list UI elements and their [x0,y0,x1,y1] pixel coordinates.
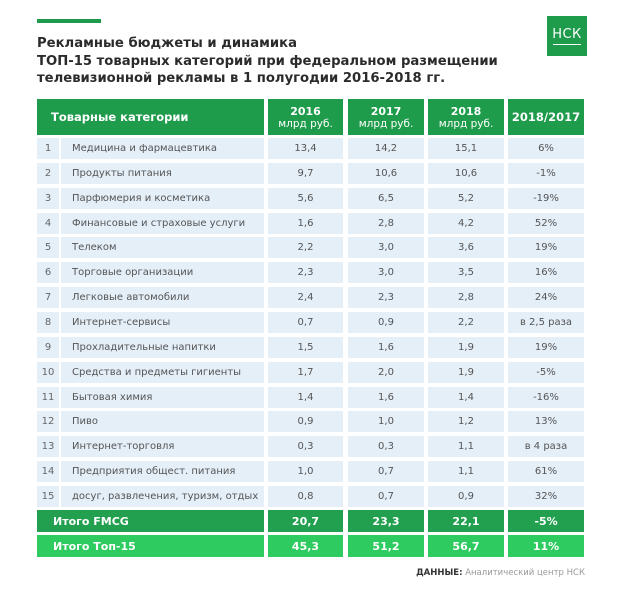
row-value-2017: 0,7 [348,486,424,507]
row-ratio: 61% [508,461,584,482]
row-category: Пиво [61,411,264,432]
row-ratio: в 2,5 раза [508,312,584,333]
row-value-2016: 5,6 [268,188,343,209]
row-index: 12 [37,411,59,432]
row-value-2018: 1,2 [428,411,504,432]
row-category: Продукты питания [61,163,264,184]
total-value-2016: 20,7 [268,510,343,532]
total-label: Итого Топ-15 [37,535,264,557]
title-line-3: телевизионной рекламы в 1 полугодии 2016-2018 гг. [37,71,446,86]
row-value-2017: 0,3 [348,436,424,457]
table-row [37,387,585,408]
logo-text: НСК [552,26,582,42]
row-value-2018: 4,2 [428,213,504,234]
total-value-2017: 51,2 [348,535,424,557]
row-category: Предприятия общест. питания [61,461,264,482]
total-ratio: -5% [508,510,584,532]
row-value-2018: 1,9 [428,337,504,358]
row-value-2017: 1,6 [348,387,424,408]
table-row [37,436,585,457]
row-category: Интернет-сервисы [61,312,264,333]
source-label: ДАННЫЕ: [416,568,463,578]
row-index: 4 [37,213,59,234]
row-value-2016: 1,5 [268,337,343,358]
row-category: Торговые организации [61,262,264,283]
table-row [37,461,585,482]
row-value-2016: 13,4 [268,138,343,159]
row-value-2018: 2,8 [428,287,504,308]
row-value-2017: 2,0 [348,362,424,383]
row-value-2016: 9,7 [268,163,343,184]
total-label: Итого FMCG [37,510,264,532]
row-ratio: 6% [508,138,584,159]
title-line-1: Рекламные бюджеты и динамика [37,36,297,51]
source-text: Аналитический центр НСК [465,568,585,578]
row-value-2018: 3,6 [428,237,504,258]
row-index: 13 [37,436,59,457]
row-value-2016: 2,2 [268,237,343,258]
total-row-top15 [37,535,585,557]
table-row [37,312,585,333]
title-line-2: ТОП-15 товарных категорий при федеральном размещении [37,53,498,69]
row-value-2018: 1,9 [428,362,504,383]
header-2018 [428,99,504,135]
table-row [37,411,585,432]
row-category: Телеком [61,237,264,258]
row-category: Парфюмерия и косметика [61,188,264,209]
row-index: 14 [37,461,59,482]
row-value-2018: 10,6 [428,163,504,184]
row-value-2017: 10,6 [348,163,424,184]
row-index: 9 [37,337,59,358]
table-row [37,213,585,234]
row-value-2017: 14,2 [348,138,424,159]
row-value-2016: 0,7 [268,312,343,333]
header-category [37,99,264,135]
row-value-2017: 2,8 [348,213,424,234]
row-ratio: 32% [508,486,584,507]
row-index: 1 [37,138,59,159]
table-row [37,237,585,258]
row-value-2017: 3,0 [348,237,424,258]
row-index: 5 [37,237,59,258]
source-note [416,568,585,578]
row-index: 11 [37,387,59,408]
row-value-2017: 3,0 [348,262,424,283]
header-2018-year: 2018 [450,104,482,118]
row-index: 2 [37,163,59,184]
row-ratio: 24% [508,287,584,308]
row-value-2018: 3,5 [428,262,504,283]
row-value-2016: 1,6 [268,213,343,234]
row-value-2017: 0,7 [348,461,424,482]
logo-underline [553,44,581,45]
row-value-2016: 1,0 [268,461,343,482]
header-ratio [508,99,584,135]
row-index: 6 [37,262,59,283]
accent-bar [37,19,101,23]
row-index: 10 [37,362,59,383]
row-category: Финансовые и страховые услуги [61,213,264,234]
row-category: досуг, развлечения, туризм, отдых [61,486,264,507]
table-row [37,138,585,159]
page-title [37,35,537,88]
row-value-2017: 0,9 [348,312,424,333]
table-row [37,163,585,184]
row-value-2016: 0,3 [268,436,343,457]
table-row [37,262,585,283]
row-ratio: -19% [508,188,584,209]
row-value-2016: 1,7 [268,362,343,383]
total-row-fmcg [37,510,585,532]
row-value-2018: 2,2 [428,312,504,333]
total-value-2016: 45,3 [268,535,343,557]
row-value-2017: 2,3 [348,287,424,308]
total-value-2018: 56,7 [428,535,504,557]
header-2017-unit: млрд руб. [358,117,414,130]
header-2017-year: 2017 [370,104,402,118]
row-ratio: -16% [508,387,584,408]
row-category: Интернет-торговля [61,436,264,457]
row-index: 8 [37,312,59,333]
total-ratio: 11% [508,535,584,557]
header-2017 [348,99,424,135]
row-value-2016: 2,3 [268,262,343,283]
row-ratio: 52% [508,213,584,234]
row-index: 15 [37,486,59,507]
row-ratio: 13% [508,411,584,432]
row-ratio: 19% [508,237,584,258]
row-category: Средства и предметы гигиенты [61,362,264,383]
row-ratio: в 4 раза [508,436,584,457]
table-row [37,287,585,308]
row-value-2017: 1,6 [348,337,424,358]
row-value-2018: 1,1 [428,461,504,482]
header-2018-unit: млрд руб. [438,117,494,130]
row-value-2018: 0,9 [428,486,504,507]
row-ratio: 16% [508,262,584,283]
header-2016-unit: млрд руб. [278,117,333,130]
header-category-label: Товарные категории [51,110,189,124]
row-value-2018: 1,4 [428,387,504,408]
row-category: Медицина и фармацевтика [61,138,264,159]
nsk-logo [547,16,587,56]
row-index: 3 [37,188,59,209]
row-category: Бытовая химия [61,387,264,408]
row-category: Легковые автомобили [61,287,264,308]
row-index: 7 [37,287,59,308]
row-value-2018: 5,2 [428,188,504,209]
row-value-2016: 0,9 [268,411,343,432]
row-value-2018: 1,1 [428,436,504,457]
row-value-2016: 2,4 [268,287,343,308]
row-value-2016: 0,8 [268,486,343,507]
table-row [37,486,585,507]
header-2016-year: 2016 [290,104,321,118]
header-2016 [268,99,343,135]
row-category: Прохладительные напитки [61,337,264,358]
total-value-2018: 22,1 [428,510,504,532]
table-row [37,362,585,383]
row-ratio: 19% [508,337,584,358]
row-ratio: -5% [508,362,584,383]
row-value-2017: 6,5 [348,188,424,209]
total-value-2017: 23,3 [348,510,424,532]
table-row [37,337,585,358]
row-value-2018: 15,1 [428,138,504,159]
table-row [37,188,585,209]
row-value-2017: 1,0 [348,411,424,432]
header-ratio-label: 2018/2017 [511,110,581,124]
row-ratio: -1% [508,163,584,184]
row-value-2016: 1,4 [268,387,343,408]
